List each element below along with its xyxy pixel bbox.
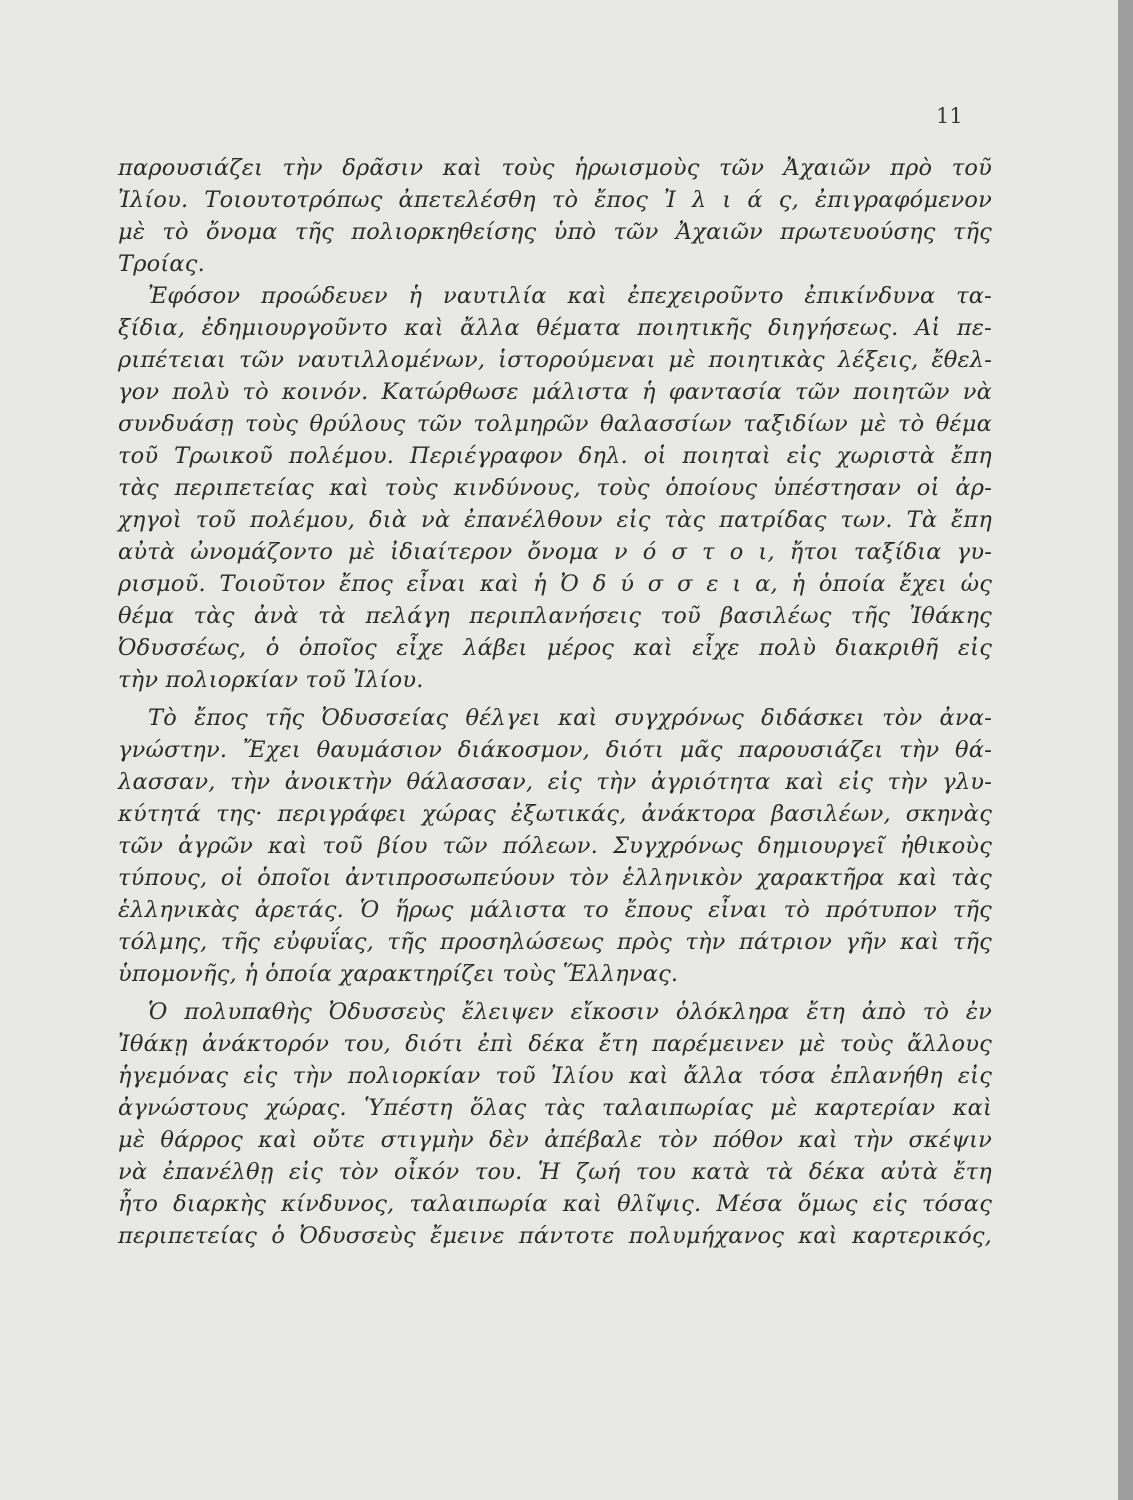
text-line: γον πολὺ τὸ κοινόν. Κατώρθωσε μάλιστα ἡ φαντασία τῶν ποιητῶν νὰ [118,379,992,405]
text-line: τὰς περιπετείας καὶ τοὺς κινδύνους, τοὺς ὁποίους ὑπέστησαν οἱ ἀρ- [118,475,992,501]
text-line: Ἐφόσον προώδευεν ἡ ναυτιλία καὶ ἐπεχειροῦντο ἐπικίνδυνα τα- [148,283,992,309]
page-edge [1118,0,1133,1500]
text-line: Ὁ πολυπαθὴς Ὀδυσσεὺς ἔλειψεν εἴκοσιν ὁλόκληρα ἔτη ἀπὸ τὸ ἐν [148,999,992,1025]
page-number: 11 [936,104,963,128]
text-line: θέμα τὰς ἀνὰ τὰ πελάγη περιπλανήσεις τοῦ βασιλέως τῆς Ἰθάκης [118,603,992,629]
text-line: ἦτο διαρκὴς κίνδυνος, ταλαιπωρία καὶ θλῖψις. Μέσα ὅμως εἰς τόσας [118,1191,992,1217]
text-line: ξίδια, ἐδημιουργοῦντο καὶ ἄλλα θέματα ποιητικῆς διηγήσεως. Αἱ πε- [118,315,992,341]
text-line: χηγοὶ τοῦ πολέμου, διὰ νὰ ἐπανέλθουν εἰς τὰς πατρίδας των. Τὰ ἔπη [118,507,992,533]
text-line: ρισμοῦ. Τοιοῦτον ἔπος εἶναι καὶ ἡ Ὀ δ ύ σ σ ε ι α, ἡ ὁποία ἔχει ὡς [118,571,992,597]
text-line: τύπους, οἱ ὁποῖοι ἀντιπροσωπεύουν τὸν ἑλληνικὸν χαρακτῆρα καὶ τὰς [118,865,992,891]
text-line: νὰ ἐπανέλθῃ εἰς τὸν οἶκόν του. Ἡ ζωή του κατὰ τὰ δέκα αὐτὰ ἔτη [118,1159,992,1185]
text-line: ριπέτειαι τῶν ναυτιλλομένων, ἱστορούμεναι μὲ ποιητικὰς λέξεις, ἔθελ- [118,347,992,373]
text-line: Ἰλίου. Τοιουτοτρόπως ἀπετελέσθη τὸ ἔπος Ἰ λ ι ά ς, ἐπιγραφόμενον [118,187,992,213]
text-line: ἡγεμόνας εἰς τὴν πολιορκίαν τοῦ Ἰλίου καὶ ἄλλα τόσα ἐπλανήθη εἰς [118,1063,992,1089]
text-line: γνώστην. Ἔχει θαυμάσιον διάκοσμον, διότι μᾶς παρουσιάζει τὴν θά- [118,737,992,763]
text-line: Τὸ ἔπος τῆς Ὀδυσσείας θέλγει καὶ συγχρόνως διδάσκει τὸν ἀνα- [148,705,992,731]
text-line: τοῦ Τρωικοῦ πολέμου. Περιέγραφον δηλ. οἱ ποιηταὶ εἰς χωριστὰ ἔπη [118,443,992,469]
text-line: Τροίας. [118,251,205,277]
text-line: τῶν ἀγρῶν καὶ τοῦ βίου τῶν πόλεων. Συγχρόνως δημιουργεῖ ἠθικοὺς [118,833,992,859]
text-line: κύτητά της· περιγράφει χώρας ἐξωτικάς, ἀνάκτορα βασιλέων, σκηνὰς [118,801,992,827]
text-line: αὐτὰ ὠνομάζοντο μὲ ἰδιαίτερον ὄνομα ν ό σ τ ο ι, ἤτοι ταξίδια γυ- [118,539,992,565]
text-line: ὑπομονῆς, ἡ ὁποία χαρακτηρίζει τοὺς Ἕλληνας. [118,961,679,987]
text-line: μὲ θάρρος καὶ οὔτε στιγμὴν δὲν ἀπέβαλε τὸν πόθον καὶ τὴν σκέψιν [118,1127,992,1153]
text-line: τόλμης, τῆς εὐφυΐας, τῆς προσηλώσεως πρὸς τὴν πάτριον γῆν καὶ τῆς [118,929,992,955]
text-line: ἀγνώστους χώρας. Ὑπέστη ὅλας τὰς ταλαιπωρίας μὲ καρτερίαν καὶ [118,1095,992,1121]
text-line: Ἰθάκῃ ἀνάκτορόν του, διότι ἐπὶ δέκα ἔτη παρέμεινεν μὲ τοὺς ἄλλους [118,1031,992,1057]
text-line: Ὀδυσσέως, ὁ ὁποῖος εἶχε λάβει μέρος καὶ εἶχε πολὺ διακριθῆ εἰς [118,635,992,661]
text-line: τὴν πολιορκίαν τοῦ Ἰλίου. [118,667,424,693]
text-line: μὲ τὸ ὄνομα τῆς πολιορκηθείσης ὑπὸ τῶν Ἀχαιῶν πρωτευούσης τῆς [118,219,992,245]
text-line: λασσαν, τὴν ἀνοικτὴν θάλασσαν, εἰς τὴν ἀγριότητα καὶ εἰς τὴν γλυ- [118,769,992,795]
text-line: συνδυάσῃ τοὺς θρύλους τῶν τολμηρῶν θαλασσίων ταξιδίων μὲ τὸ θέμα [118,411,992,437]
text-line: ἑλληνικὰς ἀρετάς. Ὁ ἥρως μάλιστα το ἔπους εἶναι τὸ πρότυπον τῆς [118,897,992,923]
text-line: παρουσιάζει τὴν δρᾶσιν καὶ τοὺς ἡρωισμοὺς τῶν Ἀχαιῶν πρὸ τοῦ [118,155,992,181]
text-line: περιπετείας ὁ Ὀδυσσεὺς ἔμεινε πάντοτε πολυμήχανος καὶ καρτερικός, [118,1223,992,1249]
